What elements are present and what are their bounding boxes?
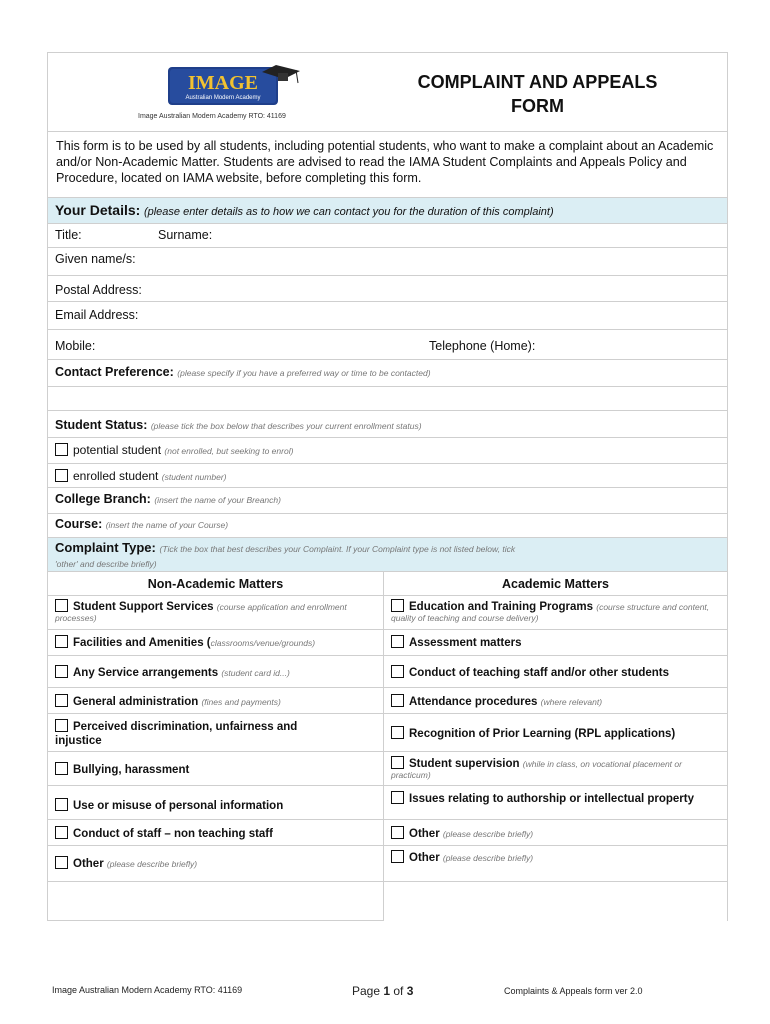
item-checkbox[interactable] [391,756,404,769]
enrolled-student-checkbox[interactable] [55,469,68,482]
item-checkbox[interactable] [55,599,68,612]
email-address-label: Email Address: [55,308,139,322]
item-checkbox[interactable] [55,798,68,811]
enrolled-student-label: enrolled student [73,469,159,483]
college-branch-row[interactable] [48,488,727,514]
non-academic-item: Perceived discrimination, unfairness and injustice [48,714,383,752]
surname-label: Surname: [158,228,213,242]
academic-item: Other (please describe briefly) [384,846,727,882]
course-hint: (insert the name of your Course) [105,520,229,530]
non-academic-item: Student Support Services (course application and enrollment processes) [48,596,383,630]
footer-right: Complaints & Appeals form ver 2.0 [504,986,643,996]
academic-item: Recognition of Prior Learning (RPL applications) [384,714,727,752]
complaint-type-hint: (Tick the box that best describes your Complaint. If your Complaint type is not listed below, tick [159,544,516,554]
item-checkbox[interactable] [391,599,404,612]
mobile-label: Mobile: [55,339,96,353]
potential-student-row [48,438,727,464]
non-academic-item: Any Service arrangements (student card id...) [48,656,383,688]
form-header [48,53,727,132]
title-surname-row[interactable] [48,224,727,248]
academic-item: Conduct of teaching staff and/or other students [384,656,727,688]
complaint-type-grid [48,572,727,921]
intro-text: This form is to be used by all students, including potential students, who want to make a complaint about an Academic and/or Non-Academic Matter. Students are advised to read the IAMA Student Complaints and Appeals Policy and Procedure, located on IAMA website, before completing this form. [48,132,727,198]
complaint-type-heading [48,538,727,572]
title-label: Title: [55,228,82,242]
page-title [348,53,727,131]
item-checkbox[interactable] [391,850,404,863]
your-details-hint: (please enter details as to how we can contact you for the duration of this complaint) [143,206,554,218]
given-name-label: Given name/s: [55,252,136,266]
item-checkbox[interactable] [55,635,68,648]
non-academic-item: Facilities and Amenities (classrooms/venue/grounds) [48,630,383,656]
non-academic-item: Conduct of staff – non teaching staff [48,820,383,846]
contact-preference-hint: (please specify if you have a preferred way or time to be contacted) [177,368,431,378]
item-checkbox[interactable] [391,694,404,707]
complaint-form [47,52,728,921]
item-checkbox[interactable] [55,694,68,707]
academic-column [384,572,727,921]
academic-item: Student supervision (while in class, on vocational placement or practicum) [384,752,727,786]
item-checkbox[interactable] [391,791,404,804]
potential-student-checkbox[interactable] [55,443,68,456]
academic-item: Assessment matters [384,630,727,656]
college-branch-label: College Branch: [55,492,151,506]
potential-student-label: potential student [73,443,162,457]
enrolled-student-hint: (student number) [161,472,227,482]
academic-item: Issues relating to authorship or intellectual property [384,786,727,820]
item-checkbox[interactable] [55,665,68,678]
title-line-2: FORM [511,96,564,116]
item-checkbox[interactable] [391,726,404,739]
non-academic-item: Bullying, harassment [48,752,383,786]
item-checkbox[interactable] [55,762,68,775]
enrolled-student-row [48,464,727,488]
contact-preference-label: Contact Preference: [55,365,174,379]
course-label: Course: [55,517,103,531]
telephone-label: Telephone (Home): [429,339,536,353]
postal-address-row[interactable] [48,276,727,302]
course-row[interactable] [48,514,727,538]
complaint-type-hint-2: 'other' and describe briefly) [55,559,157,569]
logo-text: IMAGE [188,72,258,94]
mobile-telephone-row[interactable] [48,330,727,360]
footer-left: Image Australian Modern Academy RTO: 41169 [52,985,243,995]
academic-item: Attendance procedures (where relevant) [384,688,727,714]
other-description-field[interactable] [48,882,383,921]
student-status-label: Student Status: [55,418,148,432]
page-number: Page 1 of 3 [352,984,414,998]
item-checkbox[interactable] [391,826,404,839]
non-academic-column [48,572,384,921]
item-checkbox[interactable] [391,665,404,678]
non-academic-item: Other (please describe briefly) [48,846,383,882]
given-name-row[interactable] [48,248,727,276]
academy-logo [166,59,306,107]
complaint-type-label: Complaint Type: [55,540,156,555]
item-checkbox[interactable] [391,635,404,648]
college-branch-hint: (insert the name of your Breanch) [154,495,281,505]
contact-preference-field[interactable] [48,387,727,411]
email-address-row[interactable] [48,302,727,330]
logo-caption: Image Australian Modern Academy RTO: 41169 [138,113,286,120]
non-academic-heading: Non-Academic Matters [48,572,383,596]
contact-preference-row [48,360,727,387]
title-line-1: COMPLAINT AND APPEALS [417,72,658,92]
non-academic-item: Use or misuse of personal information [48,786,383,820]
academic-item: Education and Training Programs (course structure and content, quality of teaching and course delivery) [384,596,727,630]
postal-address-label: Postal Address: [55,283,142,297]
item-checkbox[interactable] [55,719,68,732]
logo-subtext: Australian Modern Academy [185,95,261,101]
item-checkbox[interactable] [55,826,68,839]
student-status-hint: (please tick the box below that describes your current enrollment status) [150,421,422,431]
your-details-label: Your Details: [55,202,141,218]
your-details-heading [48,198,727,224]
student-status-row [48,411,727,438]
logo-cell [48,53,348,131]
academic-item: Other (please describe briefly) [384,820,727,846]
non-academic-item: General administration (fines and payments) [48,688,383,714]
potential-student-hint: (not enrolled, but seeking to enrol) [164,446,294,456]
academic-heading: Academic Matters [384,572,727,596]
item-checkbox[interactable] [55,856,68,869]
